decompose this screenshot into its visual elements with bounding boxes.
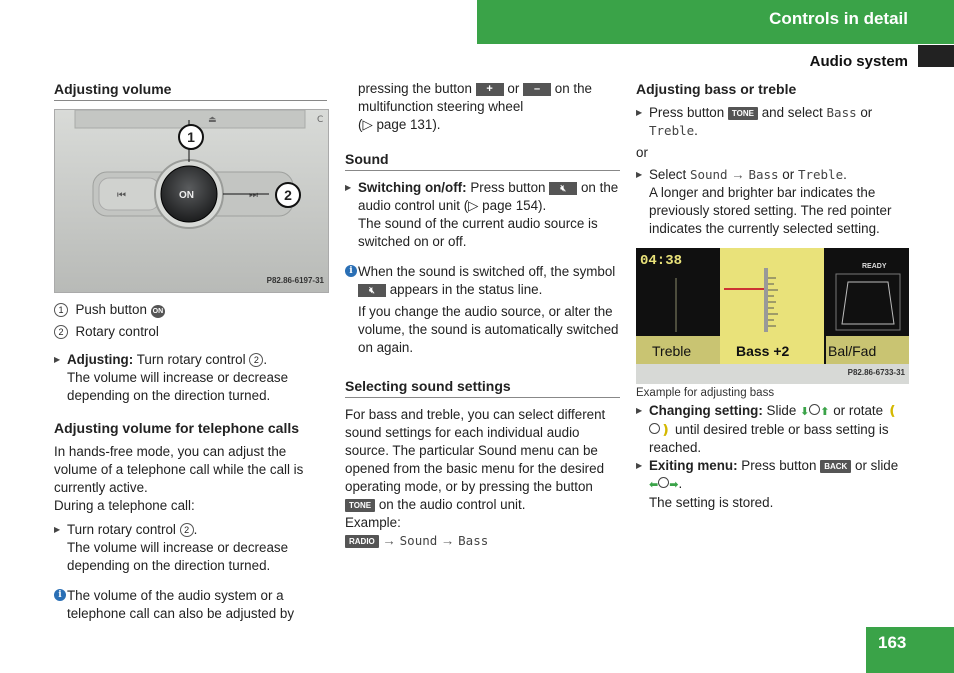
screen-treble: Treble [652, 343, 692, 359]
bullet-exiting-menu: ▶ Exiting menu: Press button BACK or slide ⬅ ➡. [636, 457, 909, 494]
legend-item-1: 1 Push button ON [54, 301, 327, 319]
plus-key-icon: + [476, 83, 504, 96]
svg-text:⏮: ⏮ [117, 190, 126, 201]
minus-key-icon: – [523, 83, 551, 96]
radio-key-icon: RADIO [345, 535, 379, 548]
heading-sound: Sound [345, 150, 620, 171]
slide-up-down-icon: ⬇ ⬆ [800, 406, 830, 418]
bullet-select-sound: ▶ Select Sound → Bass or Treble. [636, 166, 909, 184]
column-2 [345, 80, 620, 550]
page-number: 163 [878, 633, 907, 652]
bullet-turn-rotary: ▶ Turn rotary control 2 . [54, 521, 327, 539]
example-path: RADIO → Sound → Bass [345, 532, 620, 550]
screen-clock: 04:38 [640, 253, 683, 269]
column-1 [54, 80, 327, 623]
figure-id: P82.86-6197-31 [266, 276, 324, 285]
legend-item-2: 2 Rotary control [54, 323, 327, 341]
bullet-adjusting: ▶ Adjusting: Turn rotary control 2 . [54, 351, 327, 369]
callout-2: 2 [275, 182, 301, 208]
heading-selecting-sound: Selecting sound settings [345, 377, 620, 398]
bullet-switching: ▶ Switching on/off: Press button 🔇︎ on the audio control unit (▷ page 154). [345, 179, 620, 215]
steering-wheel-continuation: pressing the button + or – on the multifunction steering wheel (▷ page 131). [358, 81, 592, 132]
heading-bass-treble: Adjusting bass or treble [636, 81, 797, 97]
adjusting-continuation: The volume will increase or decrease depending on the direction turned. [67, 370, 289, 403]
during-call-text: During a telephone call: [54, 498, 195, 513]
switching-continuation: The sound of the current audio source is switched on or off. [358, 216, 598, 249]
info-volume-note: i The volume of the audio system or a telephone call can also be adjusted by [54, 587, 327, 623]
info-sound-continuation: If you change the audio source, or alter the volume, the sound is automatically switched on again. [358, 304, 619, 355]
example-label: Example: [345, 515, 401, 530]
turn-continuation: The volume will increase or decrease depending on the direction turned. [67, 540, 289, 573]
bullet-press-tone: ▶ Press button TONE and select Bass or Treble. [636, 104, 909, 140]
info-icon: i [54, 589, 66, 601]
hands-free-text: In hands-free mode, you can adjust the volume of a telephone call while the call is currently active. [54, 444, 304, 495]
screen-bass: Bass +2 [736, 343, 790, 359]
selecting-text: For bass and treble, you can select different sound settings for each individual audio source. The particular Sound menu can be opened from the basic menu for the desired operating mode, or by pressing the button TONE on the audio control unit. [345, 407, 606, 512]
svg-text:C: C [317, 115, 324, 125]
column-3 [636, 80, 909, 512]
info-icon: i [345, 265, 357, 277]
rotate-icon: ❪❫ [649, 403, 898, 437]
or-separator: or [636, 145, 648, 160]
sound-screen-figure [636, 248, 909, 384]
tone-key-icon: TONE [345, 499, 375, 512]
on-key-icon: ON [151, 305, 166, 318]
thumb-tab [918, 45, 954, 67]
select-continuation: A longer and brighter bar indicates the previously stored setting. The red pointer indicates the currently selected setting. [649, 185, 892, 236]
tone-key-icon: TONE [728, 107, 758, 120]
mute-symbol-icon: 🔇︎ [358, 284, 386, 297]
callout-1: 1 [178, 124, 204, 150]
screen-ready: READY [862, 263, 887, 270]
heading-adjusting-volume: Adjusting volume [54, 80, 327, 101]
on-button-label: ON [179, 190, 194, 201]
section-title: Controls in detail [769, 9, 908, 28]
rotary-control-figure [54, 109, 329, 293]
section-subtitle: Audio system [809, 53, 908, 70]
setting-stored: The setting is stored. [649, 495, 774, 510]
info-sound-off: i When the sound is switched off, the symbol 🔇︎ appears in the status line. [345, 263, 620, 299]
figure-caption: Example for adjusting bass [636, 387, 775, 399]
bullet-changing-setting: ▶ Changing setting: Slide ⬇ ⬆ or rotate ❪❫ until desired treble or bass setting is reached. [636, 402, 909, 457]
figure-id: P82.86-6733-31 [847, 368, 905, 377]
heading-telephone-volume: Adjusting volume for telephone calls [54, 420, 300, 436]
mute-key-icon: 🔇︎ [549, 182, 577, 195]
svg-text:⏏: ⏏ [208, 115, 217, 125]
slide-left-right-icon: ⬅ ➡ [649, 479, 679, 491]
svg-text:⏭: ⏭ [249, 190, 258, 201]
back-key-icon: BACK [820, 460, 851, 473]
screen-bal-fad: Bal/Fad [828, 343, 877, 359]
